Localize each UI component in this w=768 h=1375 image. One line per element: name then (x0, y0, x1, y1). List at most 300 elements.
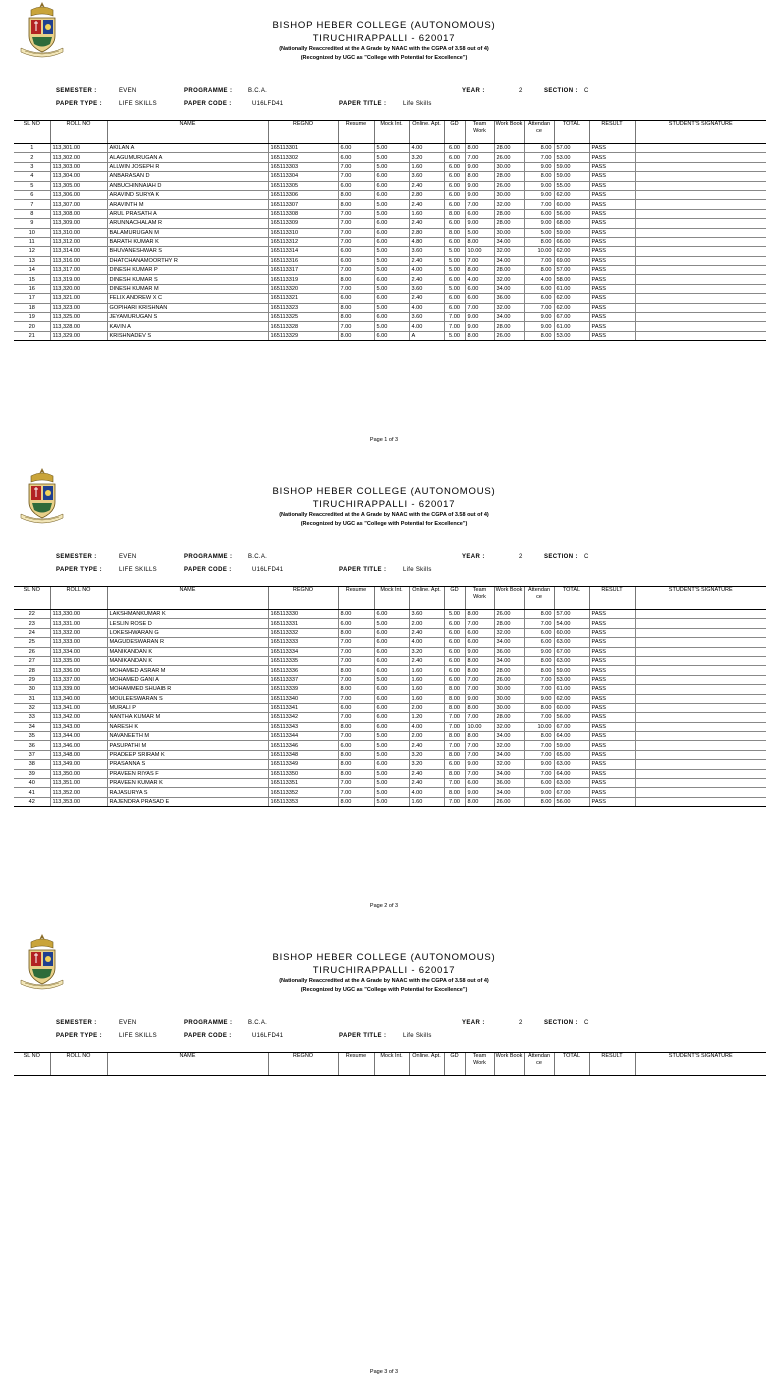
table-cell: 113,323.00 (50, 303, 107, 312)
table-header-row (14, 1053, 766, 1076)
table-cell: 7.00 (338, 219, 374, 228)
table-cell: 6.00 (524, 628, 554, 637)
table-cell: 1.60 (409, 797, 444, 806)
table-cell: 9.00 (524, 322, 554, 331)
table-cell: 6.00 (444, 162, 465, 171)
accreditation-note: (Nationally Reaccredited at the A Grade by NAAC with the CGPA of 3.58 out of 4) (279, 46, 489, 52)
table-cell: 28.00 (494, 322, 524, 331)
semester-label: SEMESTER : (56, 1020, 97, 1026)
table-cell: 8.00 (524, 666, 554, 675)
table-cell: MOULEESWARAN S (107, 694, 268, 703)
table-cell: 64.00 (554, 732, 589, 741)
college-name: BISHOP HEBER COLLEGE (AUTONOMOUS) (272, 20, 496, 31)
table-cell: 6.00 (444, 656, 465, 665)
table-cell: 9.00 (524, 219, 554, 228)
table-cell: 165113312 (268, 237, 338, 246)
table-cell: 113,330.00 (50, 610, 107, 619)
table-row (14, 303, 766, 312)
col-name: NAME (107, 121, 268, 144)
table-cell: 32.00 (494, 722, 524, 731)
year-value: 2 (519, 1020, 523, 1026)
table-row (14, 275, 766, 284)
signature-cell (635, 209, 766, 218)
signature-cell (635, 713, 766, 722)
table-cell: 30.00 (494, 694, 524, 703)
semester-label: SEMESTER : (56, 554, 97, 560)
table-cell: 8.00 (338, 200, 374, 209)
table-row (14, 779, 766, 788)
table-cell: 7.00 (465, 675, 494, 684)
table-cell: 9.00 (524, 181, 554, 190)
table-cell: 165113331 (268, 619, 338, 628)
recognition-note: (Recognized by UGC as "College with Potential for Excellence") (300, 55, 468, 61)
marks-table (14, 1052, 766, 1076)
table-cell: 6.00 (444, 144, 465, 153)
table-cell: MAGUDESWARAN R (107, 638, 268, 647)
table-cell: 7.00 (338, 266, 374, 275)
col-gd: GD (444, 587, 465, 610)
col-rollno: ROLL NO (50, 587, 107, 610)
table-cell: LOKESHWARAN G (107, 628, 268, 637)
table-cell: 19 (14, 313, 50, 322)
col-rollno: ROLL NO (50, 121, 107, 144)
table-cell: 5.00 (444, 266, 465, 275)
table-cell: 6.00 (524, 294, 554, 303)
table-cell: 113,336.00 (50, 666, 107, 675)
table-cell: 7.00 (444, 322, 465, 331)
signature-cell (635, 331, 766, 340)
table-cell: 7.00 (524, 200, 554, 209)
table-cell: 7.00 (338, 172, 374, 181)
table-cell: 2.40 (409, 275, 444, 284)
col-slno: SL NO (14, 1053, 50, 1076)
table-cell: 5.00 (374, 284, 409, 293)
table-cell: 8.00 (465, 703, 494, 712)
table-cell: 3.60 (409, 284, 444, 293)
programme-value: B.C.A. (248, 88, 268, 94)
table-cell: MOHAMED GANI A (107, 675, 268, 684)
table-row (14, 703, 766, 712)
table-cell: 32.00 (494, 275, 524, 284)
table-cell: 7.00 (524, 256, 554, 265)
table-cell: 6.00 (524, 284, 554, 293)
table-cell: 32.00 (494, 200, 524, 209)
signature-cell (635, 628, 766, 637)
table-cell: 4.00 (409, 788, 444, 797)
table-cell: 6.00 (374, 275, 409, 284)
table-cell: 4.00 (409, 722, 444, 731)
table-cell: 5.00 (374, 266, 409, 275)
table-cell: 6.00 (465, 628, 494, 637)
table-cell: PASS (589, 703, 635, 712)
table-cell: 2.80 (409, 228, 444, 237)
table-cell: 6.00 (338, 247, 374, 256)
table-row (14, 750, 766, 759)
table-cell: 14 (14, 266, 50, 275)
table-cell: 6.00 (374, 760, 409, 769)
table-cell: PASS (589, 190, 635, 199)
signature-cell (635, 200, 766, 209)
table-cell: PASS (589, 247, 635, 256)
table-cell: 32.00 (494, 628, 524, 637)
table-cell: MANIKANDAN K (107, 647, 268, 656)
table-cell: 5.00 (524, 228, 554, 237)
table-cell: 59.00 (554, 162, 589, 171)
table-cell: 7.00 (338, 284, 374, 293)
col-rollno: ROLL NO (50, 1053, 107, 1076)
signature-cell (635, 610, 766, 619)
table-cell: 29 (14, 675, 50, 684)
table-cell: PASS (589, 628, 635, 637)
table-cell: 113,352.00 (50, 788, 107, 797)
table-cell: 165113335 (268, 656, 338, 665)
table-cell: 26.00 (494, 153, 524, 162)
table-cell: 4.80 (409, 237, 444, 246)
table-cell: 2.00 (409, 619, 444, 628)
table-cell: 21 (14, 331, 50, 340)
table-cell: 5.00 (374, 247, 409, 256)
table-cell: 30.00 (494, 162, 524, 171)
table-cell: 8.00 (338, 685, 374, 694)
table-cell: 4 (14, 172, 50, 181)
table-cell: BARATH KUMAR K (107, 237, 268, 246)
table-cell: 34.00 (494, 750, 524, 759)
table-cell: NARESH K (107, 722, 268, 731)
table-cell: 7.00 (465, 741, 494, 750)
table-cell: 28.00 (494, 219, 524, 228)
signature-cell (635, 750, 766, 759)
table-cell: 2.00 (409, 703, 444, 712)
table-cell: 9.00 (524, 694, 554, 703)
table-cell: 6.00 (444, 619, 465, 628)
table-cell: 6.00 (444, 153, 465, 162)
signature-cell (635, 797, 766, 806)
table-cell: 1.60 (409, 685, 444, 694)
table-cell: 2.40 (409, 181, 444, 190)
table-cell: 8.00 (338, 628, 374, 637)
table-cell: 7.00 (465, 750, 494, 759)
table-cell: 113,303.00 (50, 162, 107, 171)
table-cell: 7.00 (465, 303, 494, 312)
table-cell: 165113343 (268, 722, 338, 731)
table-cell: 3.20 (409, 760, 444, 769)
table-cell: 165113350 (268, 769, 338, 778)
table-cell: 67.00 (554, 788, 589, 797)
table-cell: 113,304.00 (50, 172, 107, 181)
table-cell: PASS (589, 722, 635, 731)
table-cell: DHATCHANAMOORTHY R (107, 256, 268, 265)
table-cell: 6.00 (374, 628, 409, 637)
table-cell: 37 (14, 750, 50, 759)
signature-cell (635, 284, 766, 293)
signature-cell (635, 190, 766, 199)
table-cell: 8.00 (338, 666, 374, 675)
table-cell: 165113336 (268, 666, 338, 675)
page-number: Page 2 of 3 (369, 903, 399, 909)
paper-title-label: PAPER TITLE : (339, 567, 387, 573)
table-cell: 8.00 (338, 722, 374, 731)
table-cell: 2.40 (409, 219, 444, 228)
table-cell: 8.00 (338, 769, 374, 778)
table-cell: NAVANEETH M (107, 732, 268, 741)
table-cell: 165113348 (268, 750, 338, 759)
table-row (14, 769, 766, 778)
table-cell: 4.00 (409, 638, 444, 647)
paper-title-value: Life Skills (403, 567, 432, 573)
table-cell: 8.00 (465, 266, 494, 275)
table-cell: 63.00 (554, 656, 589, 665)
table-cell: 113,351.00 (50, 779, 107, 788)
table-cell: 59.00 (554, 228, 589, 237)
table-cell: 8.00 (524, 732, 554, 741)
table-cell: MANIKANDAN K (107, 656, 268, 665)
table-cell: 165113304 (268, 172, 338, 181)
table-cell: 26.00 (494, 610, 524, 619)
table-cell: 39 (14, 769, 50, 778)
table-row (14, 144, 766, 153)
table-cell: 5.00 (374, 303, 409, 312)
table-row (14, 647, 766, 656)
table-cell: 6.00 (444, 172, 465, 181)
table-cell: 1.60 (409, 666, 444, 675)
programme-label: PROGRAMME : (184, 554, 233, 560)
table-cell: 68.00 (554, 219, 589, 228)
paper-title-label: PAPER TITLE : (339, 101, 387, 107)
table-cell: 4.00 (409, 266, 444, 275)
table-cell: 7.00 (524, 675, 554, 684)
table-cell: 7.00 (338, 656, 374, 665)
table-cell: 113,343.00 (50, 722, 107, 731)
table-cell: 25 (14, 638, 50, 647)
table-cell: 113,332.00 (50, 628, 107, 637)
table-cell: 6.00 (524, 209, 554, 218)
table-row (14, 294, 766, 303)
paper-code-label: PAPER CODE : (184, 567, 232, 573)
table-cell: 8.00 (465, 610, 494, 619)
table-cell: 165113305 (268, 181, 338, 190)
table-row (14, 619, 766, 628)
signature-cell (635, 666, 766, 675)
paper-type-label: PAPER TYPE : (56, 101, 103, 107)
table-cell: 5.00 (444, 331, 465, 340)
table-cell: PASS (589, 619, 635, 628)
col-signature: STUDENT'S SIGNATURE (635, 1053, 766, 1076)
table-cell: 5.00 (444, 247, 465, 256)
table-cell: 165113341 (268, 703, 338, 712)
table-cell: 61.00 (554, 322, 589, 331)
table-cell: 5.00 (374, 200, 409, 209)
paper-code-label: PAPER CODE : (184, 101, 232, 107)
table-cell: 9.00 (465, 219, 494, 228)
col-team-work: Team Work (465, 121, 494, 144)
col-online-apt: Online. Apt. (409, 1053, 444, 1076)
section-value: C (584, 88, 589, 94)
table-cell: ALAGUMURUGAN A (107, 153, 268, 162)
table-cell: 26.00 (494, 797, 524, 806)
table-cell: 7.00 (444, 313, 465, 322)
table-cell: 60.00 (554, 628, 589, 637)
table-row (14, 788, 766, 797)
table-cell: PASS (589, 647, 635, 656)
table-cell: PASS (589, 275, 635, 284)
table-cell: 2.40 (409, 769, 444, 778)
table-cell: PASS (589, 162, 635, 171)
table-cell: 4.00 (409, 144, 444, 153)
table-cell: 28.00 (494, 713, 524, 722)
col-mock-int: Mock Int. (374, 587, 409, 610)
table-cell: PASS (589, 228, 635, 237)
table-cell: 6.00 (374, 294, 409, 303)
table-row (14, 313, 766, 322)
table-cell: 8.00 (444, 769, 465, 778)
table-cell: 3 (14, 162, 50, 171)
table-cell: 165113351 (268, 779, 338, 788)
table-cell: 8.00 (524, 656, 554, 665)
table-cell: 11 (14, 237, 50, 246)
table-cell: 9.00 (465, 190, 494, 199)
table-cell: PASS (589, 331, 635, 340)
table-cell: 7.00 (444, 713, 465, 722)
table-cell: 5 (14, 181, 50, 190)
table-cell: PASS (589, 797, 635, 806)
table-cell: PASS (589, 181, 635, 190)
table-cell: 2.40 (409, 779, 444, 788)
table-cell: 34.00 (494, 284, 524, 293)
table-cell: 113,302.00 (50, 153, 107, 162)
table-row (14, 331, 766, 340)
paper-title-value: Life Skills (403, 1033, 432, 1039)
table-cell: 62.00 (554, 294, 589, 303)
paper-code-value: U16LFD41 (252, 567, 284, 573)
table-cell: 113,317.00 (50, 266, 107, 275)
table-cell: 8.00 (444, 209, 465, 218)
table-cell: PASS (589, 694, 635, 703)
table-cell: 6.00 (338, 294, 374, 303)
table-cell: 8.00 (524, 331, 554, 340)
table-cell: 35 (14, 732, 50, 741)
table-cell: 10 (14, 228, 50, 237)
table-cell: 3.60 (409, 247, 444, 256)
table-cell: 113,306.00 (50, 190, 107, 199)
programme-value: B.C.A. (248, 1020, 268, 1026)
accreditation-note: (Nationally Reaccredited at the A Grade by NAAC with the CGPA of 3.58 out of 4) (279, 978, 489, 984)
table-cell: 28.00 (494, 266, 524, 275)
table-row (14, 722, 766, 731)
signature-cell (635, 647, 766, 656)
table-cell: 7.00 (338, 788, 374, 797)
table-row (14, 675, 766, 684)
table-cell: 7.00 (465, 619, 494, 628)
table-cell: MURALI P (107, 703, 268, 712)
table-cell: 12 (14, 247, 50, 256)
table-cell: 6.00 (444, 647, 465, 656)
table-cell: 113,344.00 (50, 732, 107, 741)
table-cell: 7.00 (338, 638, 374, 647)
signature-cell (635, 769, 766, 778)
table-row (14, 219, 766, 228)
table-cell: 165113321 (268, 294, 338, 303)
college-city: TIRUCHIRAPPALLI - 620017 (312, 499, 456, 510)
table-cell: 30.00 (494, 190, 524, 199)
college-name: BISHOP HEBER COLLEGE (AUTONOMOUS) (272, 952, 496, 963)
table-row (14, 628, 766, 637)
table-cell: PRASANNA S (107, 760, 268, 769)
table-cell: 3.60 (409, 172, 444, 181)
col-online-apt: Online. Apt. (409, 121, 444, 144)
col-mock-int: Mock Int. (374, 121, 409, 144)
table-cell: 165113314 (268, 247, 338, 256)
table-cell: 8.00 (444, 228, 465, 237)
table-cell: PASS (589, 779, 635, 788)
table-cell: 113,325.00 (50, 313, 107, 322)
table-cell: 28.00 (494, 172, 524, 181)
table-cell: 64.00 (554, 769, 589, 778)
table-cell: 6.00 (524, 638, 554, 647)
paper-type-value: LIFE SKILLS (119, 567, 157, 573)
table-cell: 30.00 (494, 228, 524, 237)
table-cell: 66.00 (554, 237, 589, 246)
table-cell: 8.00 (338, 331, 374, 340)
table-cell: 32.00 (494, 247, 524, 256)
table-cell: A (409, 331, 444, 340)
table-cell: 2.40 (409, 200, 444, 209)
table-cell: PRADEEP SRIRAM K (107, 750, 268, 759)
signature-cell (635, 275, 766, 284)
table-cell: 34 (14, 722, 50, 731)
table-cell: 34.00 (494, 788, 524, 797)
table-row (14, 200, 766, 209)
table-cell: 7.00 (524, 741, 554, 750)
table-cell: 165113303 (268, 162, 338, 171)
table-cell: PASS (589, 256, 635, 265)
col-name: NAME (107, 1053, 268, 1076)
table-cell: PASS (589, 788, 635, 797)
table-cell: 8.00 (444, 694, 465, 703)
signature-cell (635, 313, 766, 322)
table-cell: 16 (14, 284, 50, 293)
table-row (14, 256, 766, 265)
paper-code-label: PAPER CODE : (184, 1033, 232, 1039)
table-cell: PASS (589, 666, 635, 675)
section-label: SECTION : (544, 88, 578, 94)
section-value: C (584, 554, 589, 560)
table-cell: 8.00 (338, 303, 374, 312)
signature-cell (635, 153, 766, 162)
table-cell: 23 (14, 619, 50, 628)
table-cell: 6.00 (374, 181, 409, 190)
table-cell: 7.00 (338, 675, 374, 684)
college-name: BISHOP HEBER COLLEGE (AUTONOMOUS) (272, 486, 496, 497)
table-cell: 30.00 (494, 685, 524, 694)
table-cell: 40 (14, 779, 50, 788)
table-row (14, 694, 766, 703)
table-cell: 34.00 (494, 237, 524, 246)
table-cell: 10.00 (465, 247, 494, 256)
table-cell: 165113323 (268, 303, 338, 312)
page-number: Page 1 of 3 (369, 437, 399, 443)
col-resume: Resume (338, 121, 374, 144)
table-cell: 6.00 (465, 779, 494, 788)
college-city: TIRUCHIRAPPALLI - 620017 (312, 33, 456, 44)
table-cell: 6.00 (444, 675, 465, 684)
table-cell: PASS (589, 769, 635, 778)
table-cell: 8.00 (465, 144, 494, 153)
table-cell: 6.00 (374, 610, 409, 619)
table-cell: 165113308 (268, 209, 338, 218)
col-gd: GD (444, 121, 465, 144)
table-cell: 6.00 (374, 190, 409, 199)
col-resume: Resume (338, 1053, 374, 1076)
